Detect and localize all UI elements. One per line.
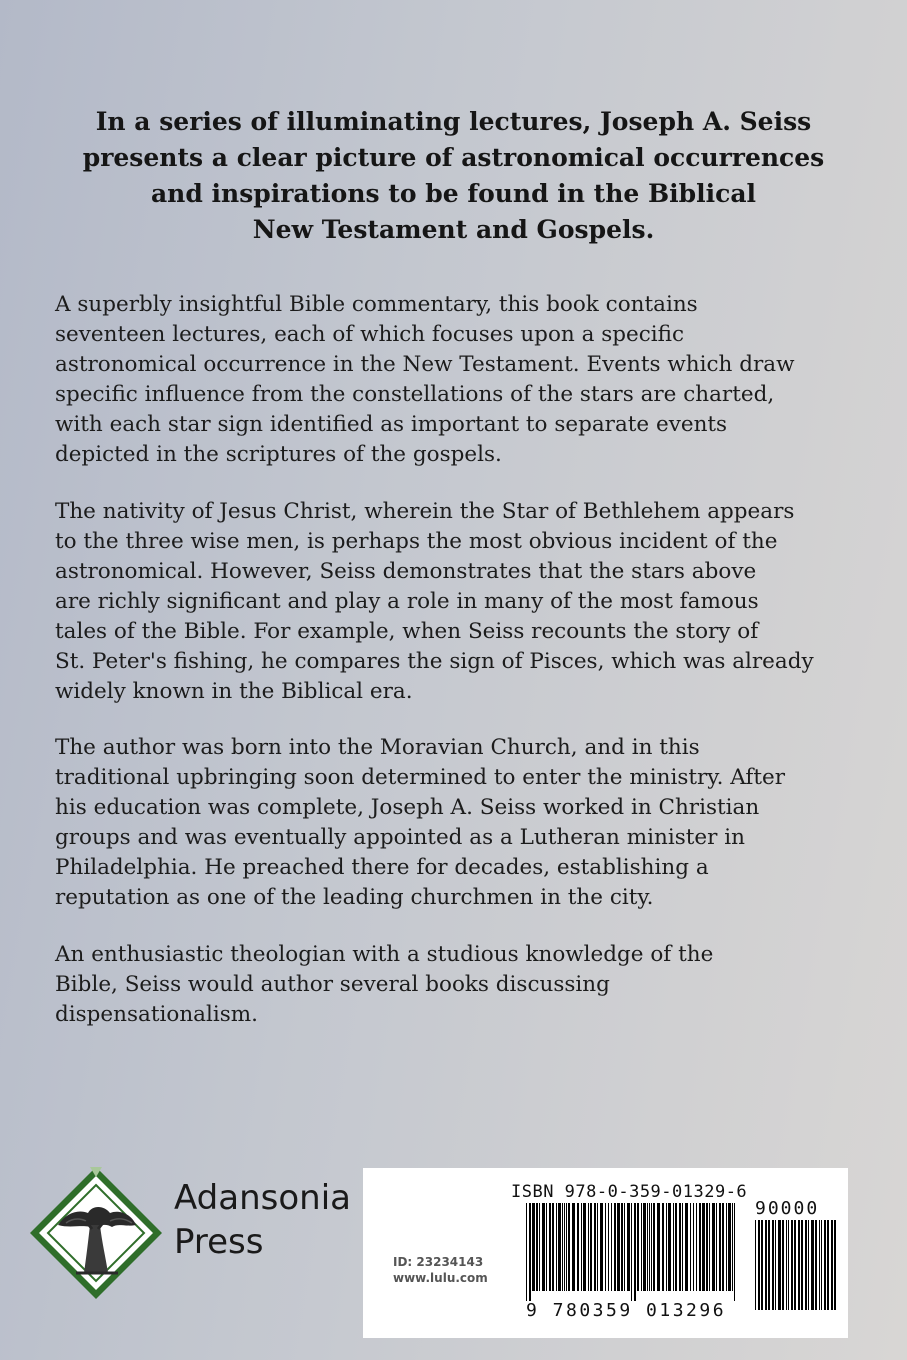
barcode-bar — [546, 1203, 547, 1291]
paragraph-line: depicted in the scriptures of the gospels. — [55, 442, 502, 467]
barcode-bar — [699, 1203, 701, 1291]
barcode-bar — [657, 1203, 660, 1291]
barcode-bar — [539, 1203, 540, 1291]
barcode-bar — [768, 1220, 770, 1310]
paragraph-summary — [55, 290, 845, 470]
barcode-bar — [558, 1203, 561, 1291]
headline — [40, 104, 867, 248]
paragraph-line: widely known in the Biblical era. — [55, 679, 413, 704]
paragraph-line: Bible, Seiss would author several books discussing — [55, 972, 610, 997]
headline-line: presents a clear picture of astronomical occurrences — [82, 143, 825, 172]
isbn-text: ISBN 978-0-359-01329-6 — [511, 1182, 748, 1202]
barcode-bar — [811, 1220, 814, 1310]
barcode-bar — [709, 1203, 710, 1291]
barcode-bar — [702, 1203, 705, 1291]
barcode-bar — [614, 1203, 616, 1291]
barcode-bar — [562, 1203, 563, 1291]
paragraph-line: reputation as one of the leading churchmen in the city. — [55, 885, 654, 910]
paragraph-line: specific influence from the constellations of the stars are charted, — [55, 382, 775, 407]
barcode-bar — [782, 1220, 784, 1310]
barcode-bar — [605, 1203, 606, 1291]
paragraph-line: The author was born into the Moravian Church, and in this — [55, 735, 700, 760]
barcode-bar — [821, 1220, 822, 1310]
barcode-bar — [726, 1203, 727, 1291]
paragraph-line: groups and was eventually appointed as a Lutheran minister in — [55, 825, 745, 850]
barcode-bar — [719, 1203, 721, 1291]
headline-line: New Testament and Gospels. — [252, 215, 655, 244]
barcode-bar — [597, 1203, 598, 1291]
paragraph-line: to the three wise men, is perhaps the most obvious incident of the — [55, 529, 778, 554]
barcode-bar — [643, 1203, 646, 1291]
barcode-bar — [637, 1203, 639, 1291]
barcode-bar — [588, 1203, 589, 1291]
paragraph-line: tales of the Bible. For example, when Seiss recounts the story of — [55, 619, 759, 644]
barcode-bar — [641, 1203, 642, 1291]
paragraph-line: A superbly insightful Bible commentary, this book contains — [55, 292, 698, 317]
baobab-tree-icon — [26, 1163, 166, 1303]
barcode-bar — [693, 1203, 694, 1291]
barcode-bar — [712, 1203, 715, 1291]
barcode-bar — [556, 1203, 557, 1291]
barcode-bar — [566, 1203, 567, 1291]
barcode-bar — [791, 1220, 793, 1310]
barcode-bar — [815, 1220, 817, 1310]
barcode-bar — [572, 1203, 575, 1291]
barcode-bar — [755, 1220, 756, 1310]
barcode-bar — [805, 1220, 807, 1310]
paragraph-line: The nativity of Jesus Christ, wherein the Star of Bethlehem appears — [55, 499, 795, 524]
barcode-bar — [624, 1203, 625, 1291]
paragraph-line: Philadelphia. He preached there for decades, establishing a — [55, 855, 709, 880]
barcode-bar — [732, 1203, 733, 1291]
barcode-bar — [831, 1220, 833, 1310]
barcode-bar — [649, 1203, 650, 1291]
barcode-bar — [536, 1203, 538, 1291]
barcode-bar — [778, 1220, 781, 1310]
barcode-bar — [653, 1203, 655, 1291]
barcode-bar — [824, 1220, 826, 1310]
lulu-id: ID: 23234143 — [393, 1255, 484, 1269]
paragraph-line: dispensationalism. — [55, 1002, 258, 1027]
barcode-bar — [734, 1203, 735, 1301]
barcode-bar — [532, 1203, 535, 1291]
barcode-bar — [542, 1203, 545, 1291]
barcode-bar — [581, 1203, 582, 1291]
barcode-bar — [765, 1220, 767, 1310]
barcode-bar — [808, 1220, 809, 1310]
barcode-bar — [685, 1203, 688, 1291]
barcode-bar — [673, 1203, 674, 1291]
barcode-bar — [794, 1220, 796, 1310]
headline-line: and inspirations to be found in the Biblical — [150, 179, 757, 208]
barcode-bar — [761, 1220, 763, 1310]
barcode-bar — [668, 1203, 671, 1291]
barcode-bar — [611, 1203, 612, 1291]
publisher-name-line: Press — [174, 1222, 264, 1262]
barcode-bar — [577, 1203, 579, 1291]
barcode-bar — [549, 1203, 551, 1291]
barcode-bar — [631, 1203, 632, 1301]
paragraph-line: An enthusiastic theologian with a studious knowledge of the — [55, 942, 714, 967]
barcode-bar — [772, 1220, 774, 1310]
paragraph-line: with each star sign identified as important to separate events — [55, 412, 728, 437]
barcode-bar — [583, 1203, 586, 1291]
barcode-bar — [666, 1203, 667, 1291]
paragraph-author — [55, 733, 845, 913]
paragraph-line: his education was complete, Joseph A. Seiss worked in Christian — [55, 795, 760, 820]
barcode-bar — [594, 1203, 596, 1291]
barcode-bar — [568, 1203, 570, 1291]
paragraph-nativity — [55, 497, 845, 707]
barcode-bar — [621, 1203, 623, 1291]
barcode-bar — [827, 1220, 829, 1310]
barcode-bar — [798, 1220, 800, 1310]
paragraph-line: seventeen lectures, each of which focuses upon a specific — [55, 322, 685, 347]
ean-barcode — [526, 1203, 738, 1301]
barcode-bar — [679, 1203, 681, 1291]
barcode-bar — [819, 1220, 820, 1310]
barcode-bar — [529, 1203, 531, 1301]
barcode-bar — [696, 1203, 697, 1291]
barcode-bar — [758, 1220, 760, 1310]
barcode-bar — [627, 1203, 630, 1291]
headline-line: In a series of illuminating lectures, Joseph A. Seiss — [95, 107, 812, 136]
paragraph-line: astronomical. However, Seiss demonstrates that the stars above — [55, 559, 757, 584]
barcode-bar — [775, 1220, 776, 1310]
barcode-bar — [728, 1203, 731, 1291]
publisher-name-line: Adansonia — [174, 1178, 351, 1218]
barcode-bar — [634, 1203, 636, 1301]
barcode-bar — [590, 1203, 592, 1291]
barcode-bar — [722, 1203, 724, 1291]
addon-digits: 90000 — [755, 1198, 820, 1219]
paragraph-line: are richly significant and play a role in many of the most famous — [55, 589, 759, 614]
paragraph-line: astronomical occurrence in the New Testament. Events which draw — [55, 352, 795, 377]
barcode-bar — [617, 1203, 620, 1291]
ean-digits: 9 780359 013296 — [526, 1300, 727, 1321]
barcode-box — [363, 1168, 848, 1338]
barcode-bar — [682, 1203, 683, 1291]
paragraph-theologian — [55, 940, 845, 1030]
barcode-bar — [675, 1203, 677, 1291]
barcode-bar — [647, 1203, 648, 1291]
barcode-bar — [526, 1203, 527, 1301]
barcode-bar — [801, 1220, 803, 1310]
barcode-bar — [788, 1220, 789, 1310]
publisher-name — [174, 1176, 351, 1264]
barcode-bar — [662, 1203, 664, 1291]
paragraph-line: traditional upbringing soon determined to enter the ministry. After — [55, 765, 785, 790]
barcode-bar — [600, 1203, 603, 1291]
addon-barcode — [755, 1220, 837, 1320]
barcode-bar — [564, 1203, 565, 1291]
barcode-bar — [834, 1220, 836, 1310]
barcode-bar — [786, 1220, 787, 1310]
lulu-id-block — [393, 1254, 488, 1286]
barcode-bar — [690, 1203, 691, 1291]
lulu-url: www.lulu.com — [393, 1271, 488, 1285]
barcode-bar — [552, 1203, 554, 1291]
barcode-bar — [608, 1203, 609, 1291]
barcode-bar — [716, 1203, 717, 1291]
barcode-bar — [651, 1203, 652, 1291]
barcode-bar — [706, 1203, 708, 1291]
paragraph-line: St. Peter's fishing, he compares the sign of Pisces, which was already — [55, 649, 814, 674]
